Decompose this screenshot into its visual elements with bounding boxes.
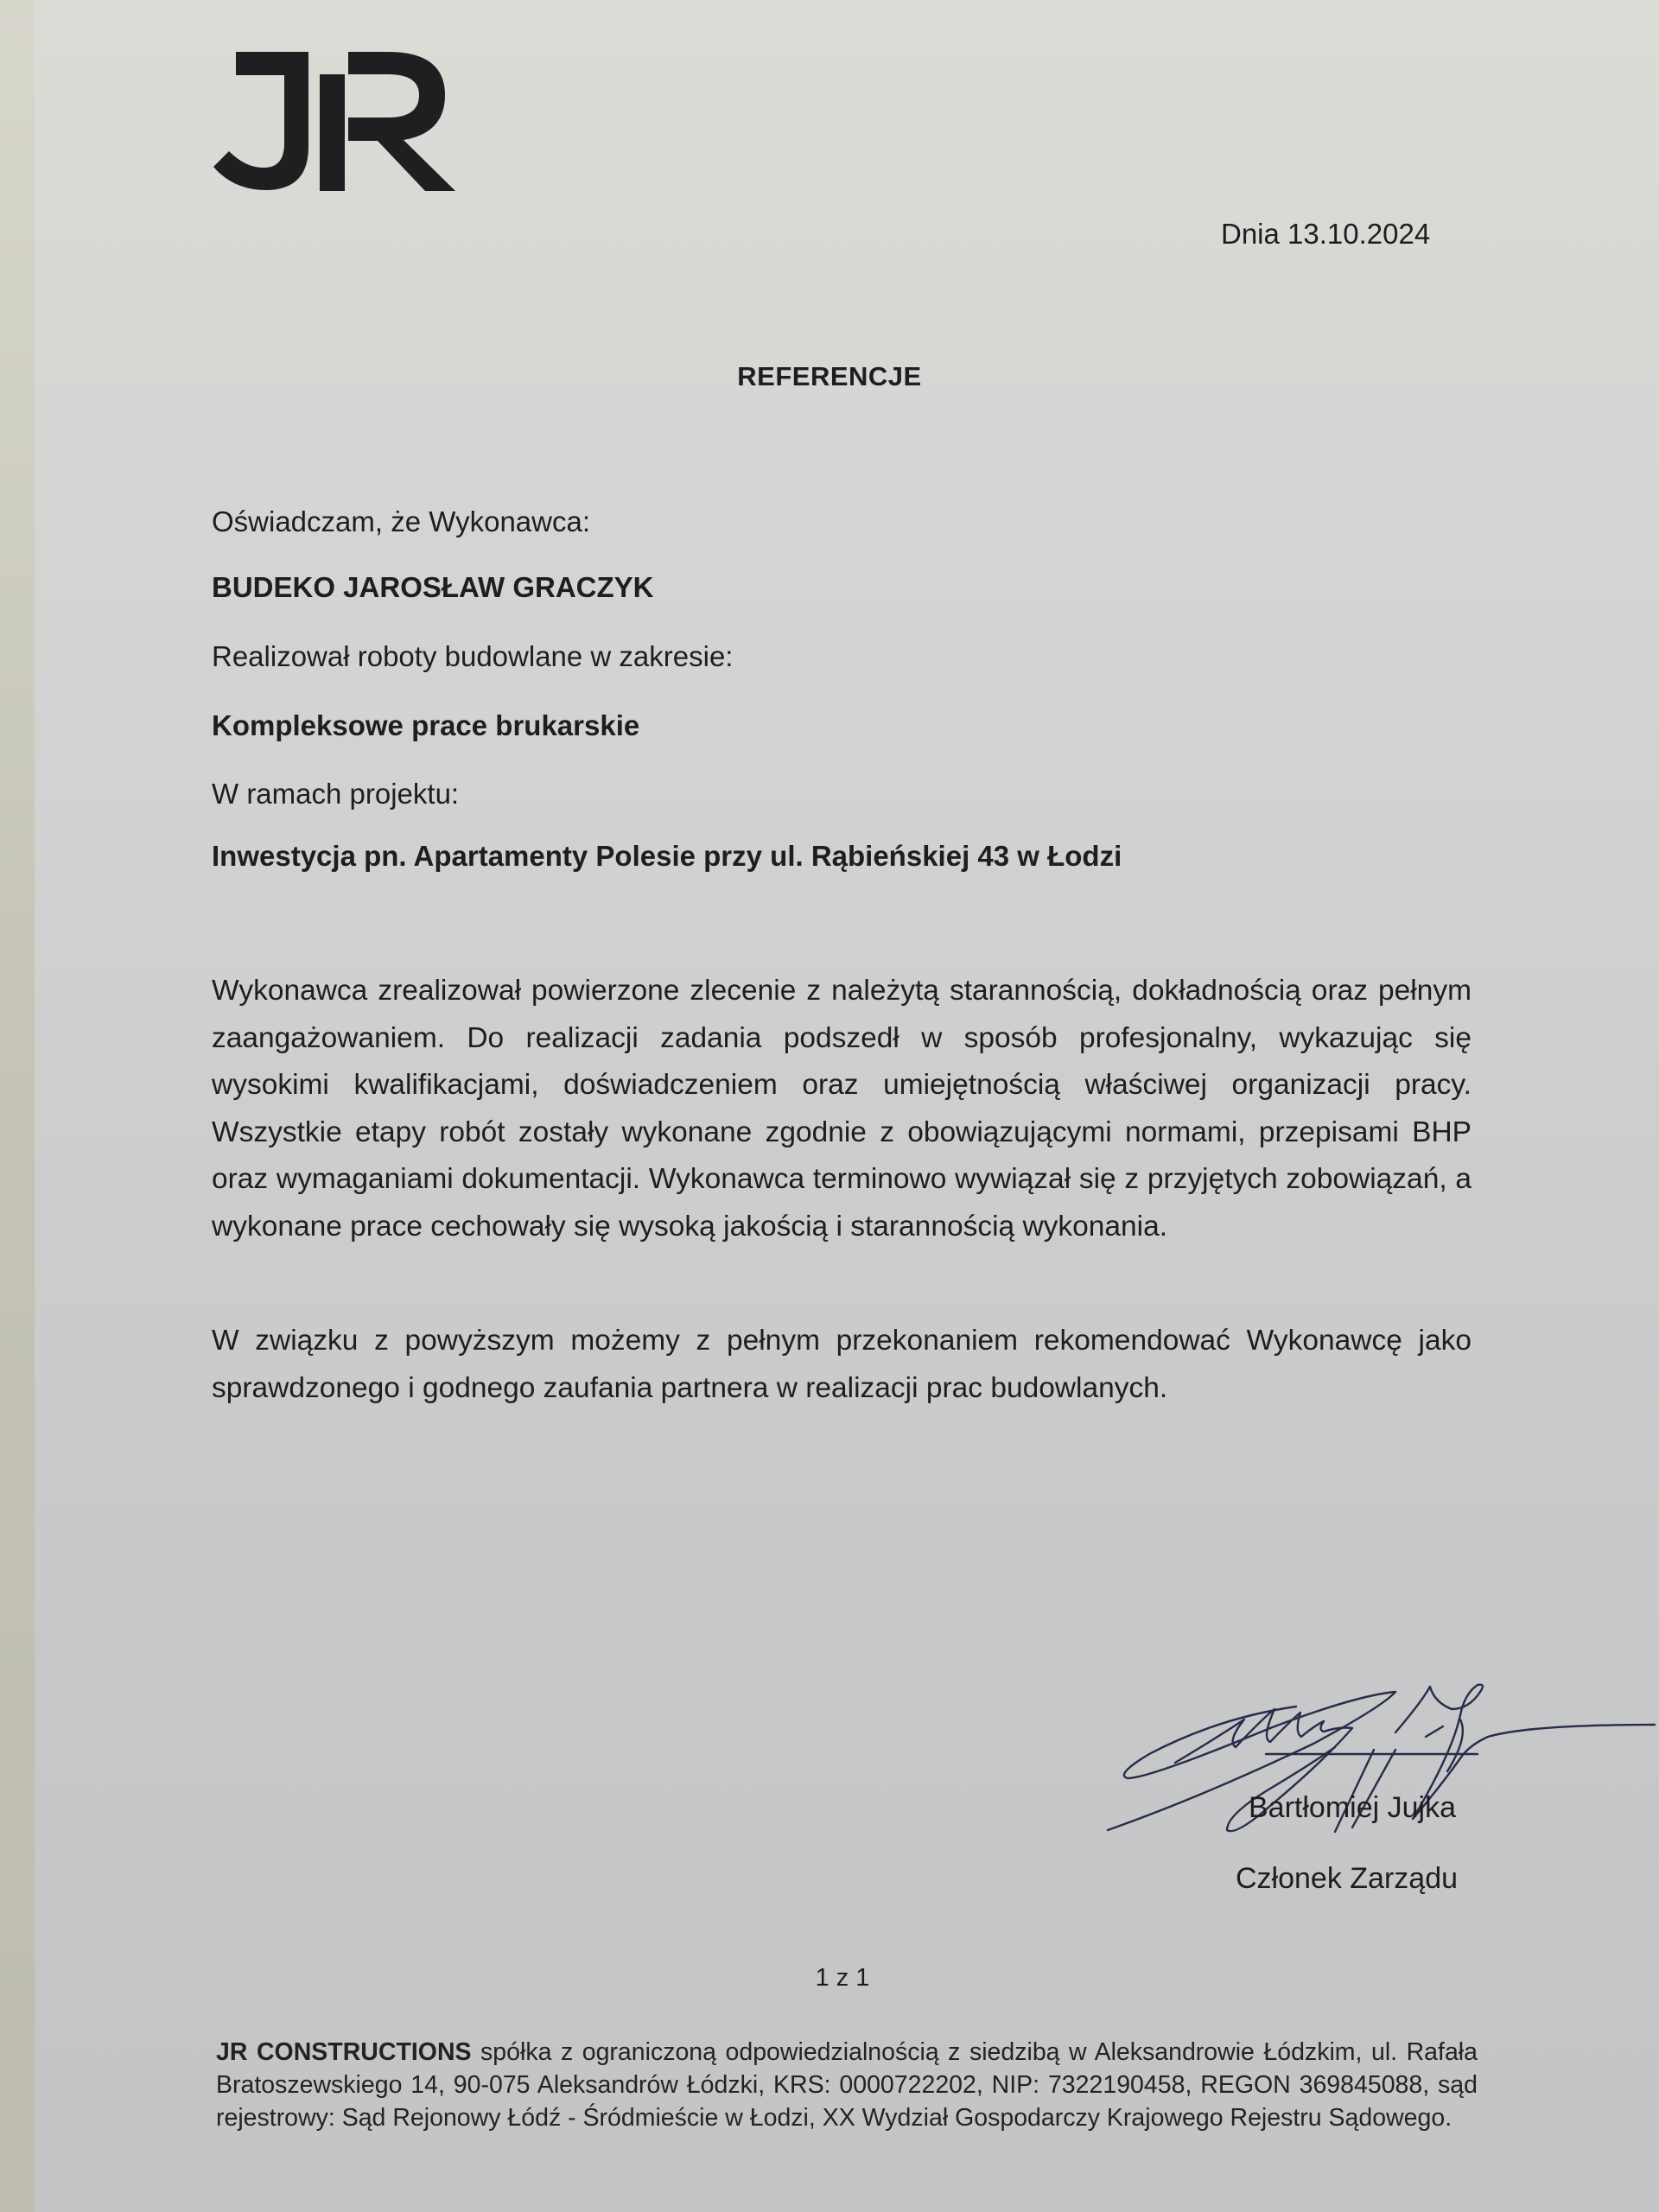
body-paragraph-2: W związku z powyższym możemy z pełnym przekonaniem rekomendować Wykonawcę jako sprawdzonego i godnego zaufania partnera w realizacji prac budowlanych. xyxy=(212,1325,1471,1404)
footer-company-details: spółka z ograniczoną odpowiedzialnością z siedzibą w Aleksandrowie Łódzkim, ul. Rafała Bratoszewskiego 14, 90-075 Aleksandrów Łódzki, KRS: 0000722202, NIP: 7322190458, REGON 369845088, sąd rejestrowy: Sąd Rejonowy Łódź - Śródmieście w Łodzi, XX Wydział Gospodarczy Krajowego Rejestru Sądowego. xyxy=(216,2038,1478,2132)
logo-letter-j xyxy=(213,52,308,190)
contractor-name: BUDEKO JAROSŁAW GRACZYK xyxy=(212,571,654,603)
background-edge xyxy=(0,0,35,2212)
logo-letter-r-bowl xyxy=(348,52,455,191)
scope-value: Kompleksowe prace brukarskie xyxy=(212,709,640,741)
footer-company-name: JR CONSTRUCTIONS xyxy=(216,2038,472,2066)
project-value: Inwestycja pn. Apartamenty Polesie przy ul. Rąbieńskiej 43 w Łodzi xyxy=(212,840,1122,872)
project-label: W ramach projektu: xyxy=(212,778,460,810)
intro-statement: Oświadczam, że Wykonawca: xyxy=(212,505,591,537)
document-date: Dnia 13.10.2024 xyxy=(1221,218,1431,250)
scope-label: Realizował roboty budowlane w zakresie: xyxy=(212,640,734,672)
logo-letter-r xyxy=(320,74,345,191)
signatory-role: Członek Zarządu xyxy=(1236,1862,1459,1895)
page-number: 1 z 1 xyxy=(815,1964,870,1992)
company-footer xyxy=(216,2036,1478,2134)
body-paragraph-1: Wykonawca zrealizował powierzone zlecenie z należytą starannością, dokładnością oraz pełnym zaangażowaniem. Do realizacji zadania podszedł w sposób profesjonalny, wykazując się wysokimi kwalifikacjami, doświadczeniem oraz umiejętnością właściwej organizacji pracy. Wszystkie etapy robót zostały wykonane zgodnie z obowiązującymi normami, przepisami BHP oraz wymaganiami dokumentacji. Wykonawca terminowo wywiązał się z przyjętych zobowiązań, a wykonane prace cechowały się wysoką jakością i starannością wykonania. xyxy=(212,975,1471,1243)
signatory-name: Bartłomiej Jujka xyxy=(1249,1791,1456,1824)
company-logo xyxy=(212,50,458,193)
document-title: REFERENCJE xyxy=(737,361,922,391)
